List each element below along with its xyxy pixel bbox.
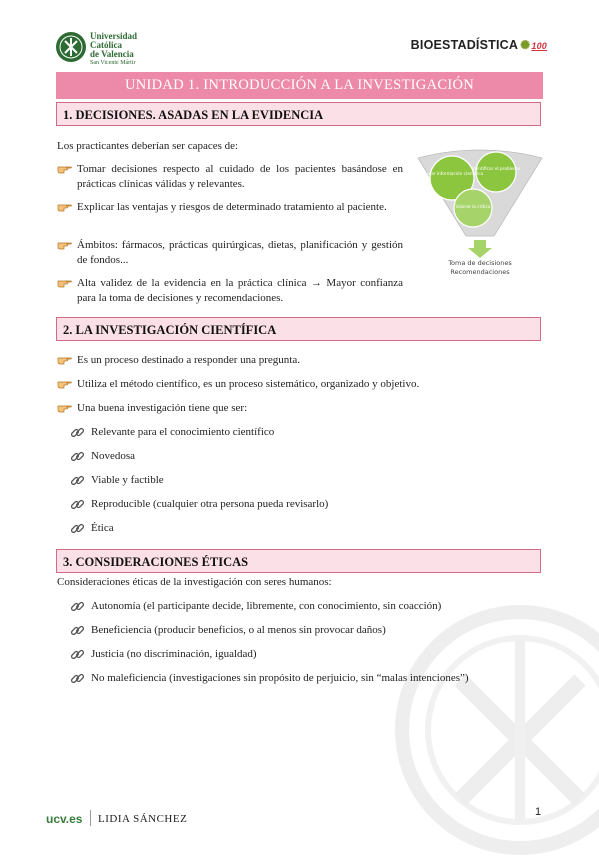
- subitem-text: Justicia (no discriminación, igualdad): [91, 648, 257, 660]
- link-icon: [70, 449, 85, 464]
- link-icon: [70, 647, 85, 662]
- subitem-text: Viable y factible: [91, 474, 164, 486]
- list-item: [70, 623, 386, 638]
- pointing-hand-icon: [57, 378, 72, 389]
- section-3-intro: Consideraciones éticas de la investigación con seres humanos:: [57, 576, 332, 588]
- virus-icon: ✺: [520, 38, 531, 52]
- logo-line-2: Católica: [90, 40, 122, 50]
- list-item: [57, 401, 517, 416]
- footer-site-link[interactable]: ucv.es: [46, 812, 83, 826]
- list-item: [70, 671, 469, 686]
- subitem-text: Beneficiencia (producir beneficios, o al menos sin provocar daños): [91, 624, 386, 636]
- list-item: [70, 473, 164, 488]
- link-icon: [70, 473, 85, 488]
- logo-line-3: de Valencia: [90, 49, 134, 59]
- pointing-hand-icon: [57, 239, 72, 250]
- logo-subtitle: San Vicente Mártir: [90, 60, 136, 66]
- funnel-circle-left: Buscar información científica: [420, 172, 484, 177]
- pointing-hand-icon: [57, 354, 72, 365]
- list-item: [70, 599, 441, 614]
- footer-divider: [90, 810, 91, 826]
- section-1-intro: Los practicantes deberían ser capaces de:: [57, 140, 239, 152]
- list-item: [70, 425, 274, 440]
- list-item: [57, 377, 517, 392]
- funnel-caption-2: Recomendaciones: [450, 268, 510, 276]
- watermark-seal: [390, 600, 599, 860]
- course-title: [411, 38, 547, 52]
- section-1-heading: 1. DECISIONES. ASADAS EN LA EVIDENCIA: [56, 102, 541, 126]
- pointing-hand-icon: [57, 277, 72, 288]
- link-icon: [70, 425, 85, 440]
- bullet-text: Es un proceso destinado a responder una pregunta.: [77, 354, 300, 366]
- bullet-text: Una buena investigación tiene que ser:: [77, 402, 248, 414]
- pointing-hand-icon: [57, 163, 72, 174]
- bullet-text: Utiliza el método científico, es un proceso sistemático, organizado y objetivo.: [77, 378, 420, 390]
- subitem-text: Relevante para el conocimiento científico: [91, 426, 275, 438]
- list-item: [70, 449, 135, 464]
- bullet-text: Alta validez de la evidencia en la práctica clínica → Mayor confianza para la toma de decisiones y recomendaciones.: [77, 277, 403, 304]
- unit-title-banner: UNIDAD 1. INTRODUCCIÓN A LA INVESTIGACIÓN: [56, 72, 543, 99]
- footer-author: LIDIA SÁNCHEZ: [98, 813, 188, 825]
- subitem-text: Reproducible (cualquier otra persona pueda revisarlo): [91, 498, 329, 510]
- subitem-text: No maleficiencia (investigaciones sin propósito de perjuicio, sin “malas intenciones”): [91, 672, 469, 684]
- list-item: [57, 353, 517, 368]
- list-item: [57, 162, 403, 192]
- list-item: [70, 497, 328, 512]
- page-number: 1: [535, 806, 542, 818]
- university-name: [90, 32, 137, 68]
- link-icon: [70, 623, 85, 638]
- funnel-circle-right: Identificar el problema: [471, 167, 521, 172]
- bullet-text: Tomar decisiones respecto al cuidado de los pacientes basándose en prácticas clínicas válidas y relevantes.: [77, 163, 403, 190]
- logo-line-1: Universidad: [90, 31, 138, 41]
- link-icon: [70, 521, 85, 536]
- pointing-hand-icon: [57, 201, 72, 212]
- list-item: [57, 200, 403, 215]
- hundred-points-icon: 100: [531, 41, 547, 51]
- link-icon: [70, 671, 85, 686]
- evidence-funnel-diagram: [416, 148, 544, 278]
- section-2-heading: 2. LA INVESTIGACIÓN CIENTÍFICA: [56, 317, 541, 341]
- section-3-heading: 3. CONSIDERACIONES ÉTICAS: [56, 549, 541, 573]
- logo-seal-icon: [55, 30, 87, 64]
- funnel-circle-bottom: Valorar la crítica: [455, 205, 491, 210]
- subitem-text: Novedosa: [91, 450, 135, 462]
- link-icon: [70, 497, 85, 512]
- funnel-caption-1: Toma de decisiones: [448, 259, 512, 267]
- course-name: BIOESTADÍSTICA: [410, 38, 519, 52]
- list-item: [70, 647, 257, 662]
- list-item: [70, 521, 114, 536]
- funnel-arrow-icon: [468, 240, 492, 258]
- link-icon: [70, 599, 85, 614]
- subitem-text: Autonomía (el participante decide, libremente, con conocimiento, sin coacción): [91, 600, 442, 612]
- pointing-hand-icon: [57, 402, 72, 413]
- list-item: [57, 276, 403, 306]
- bullet-text: Explicar las ventajas y riesgos de determinado tratamiento al paciente.: [77, 201, 387, 213]
- list-item: [57, 238, 403, 268]
- subitem-text: Ética: [91, 522, 114, 534]
- bullet-text: Ámbitos: fármacos, prácticas quirúrgicas, dietas, planificación y gestión de fondos...: [77, 239, 403, 266]
